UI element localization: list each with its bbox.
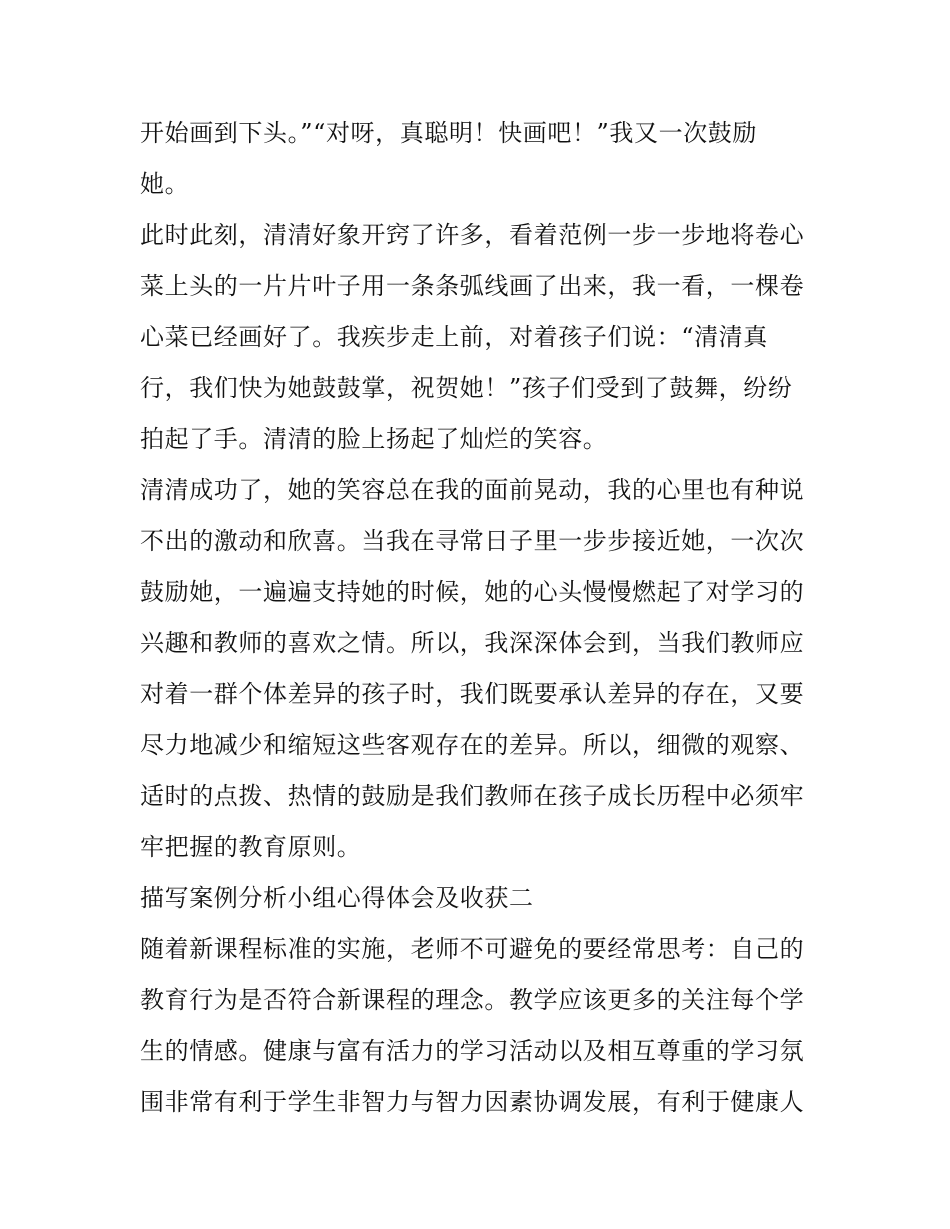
text-line: 尽力地减少和缩短这些客观存在的差异。所以，细微的观察、: [140, 731, 805, 759]
text-line: 生的情感。健康与富有活力的学习活动以及相互尊重的学习氛: [140, 1037, 805, 1065]
text-line: 围非常有利于学生非智力与智力因素协调发展，有利于健康人: [140, 1088, 805, 1116]
text-line: 拍起了手。清清的脸上扬起了灿烂的笑容。: [140, 425, 608, 453]
text-line: 开始画到下头。”“对呀，真聪明！快画吧！”我又一次鼓励: [140, 119, 758, 147]
text-line: 她。: [140, 170, 190, 198]
text-line: 适时的点拨、热情的鼓励是我们教师在孩子成长历程中必须牢: [140, 782, 805, 810]
text-line: 对着一群个体差异的孩子时，我们既要承认差异的存在，又要: [140, 680, 805, 708]
text-line: 此时此刻，清清好象开窍了许多，看着范例一步一步地将卷心: [140, 221, 805, 249]
text-line: 牢把握的教育原则。: [140, 833, 362, 861]
text-line: 不出的激动和欣喜。当我在寻常日子里一步步接近她，一次次: [140, 527, 805, 555]
text-line: 菜上头的一片片叶子用一条条弧线画了出来，我一看，一棵卷: [140, 272, 805, 300]
text-line: 随着新课程标准的实施，老师不可避免的要经常思考：自己的: [140, 935, 805, 963]
text-line: 教育行为是否符合新课程的理念。教学应该更多的关注每个学: [140, 986, 805, 1014]
text-line: 清清成功了，她的笑容总在我的面前晃动，我的心里也有种说: [140, 476, 805, 504]
text-line: 鼓励她，一遍遍支持她的时候，她的心头慢慢燃起了对学习的: [140, 578, 805, 606]
document-body: [140, 108, 820, 1128]
text-line: 心菜已经画好了。我疾步走上前，对着孩子们说：“清清真: [140, 323, 768, 351]
text-line: 行，我们快为她鼓鼓掌，祝贺她！”孩子们受到了鼓舞，纷纷: [140, 374, 793, 402]
section-heading: 描写案例分析小组心得体会及收获二: [140, 884, 534, 912]
text-line: 兴趣和教师的喜欢之情。所以，我深深体会到，当我们教师应: [140, 629, 805, 657]
